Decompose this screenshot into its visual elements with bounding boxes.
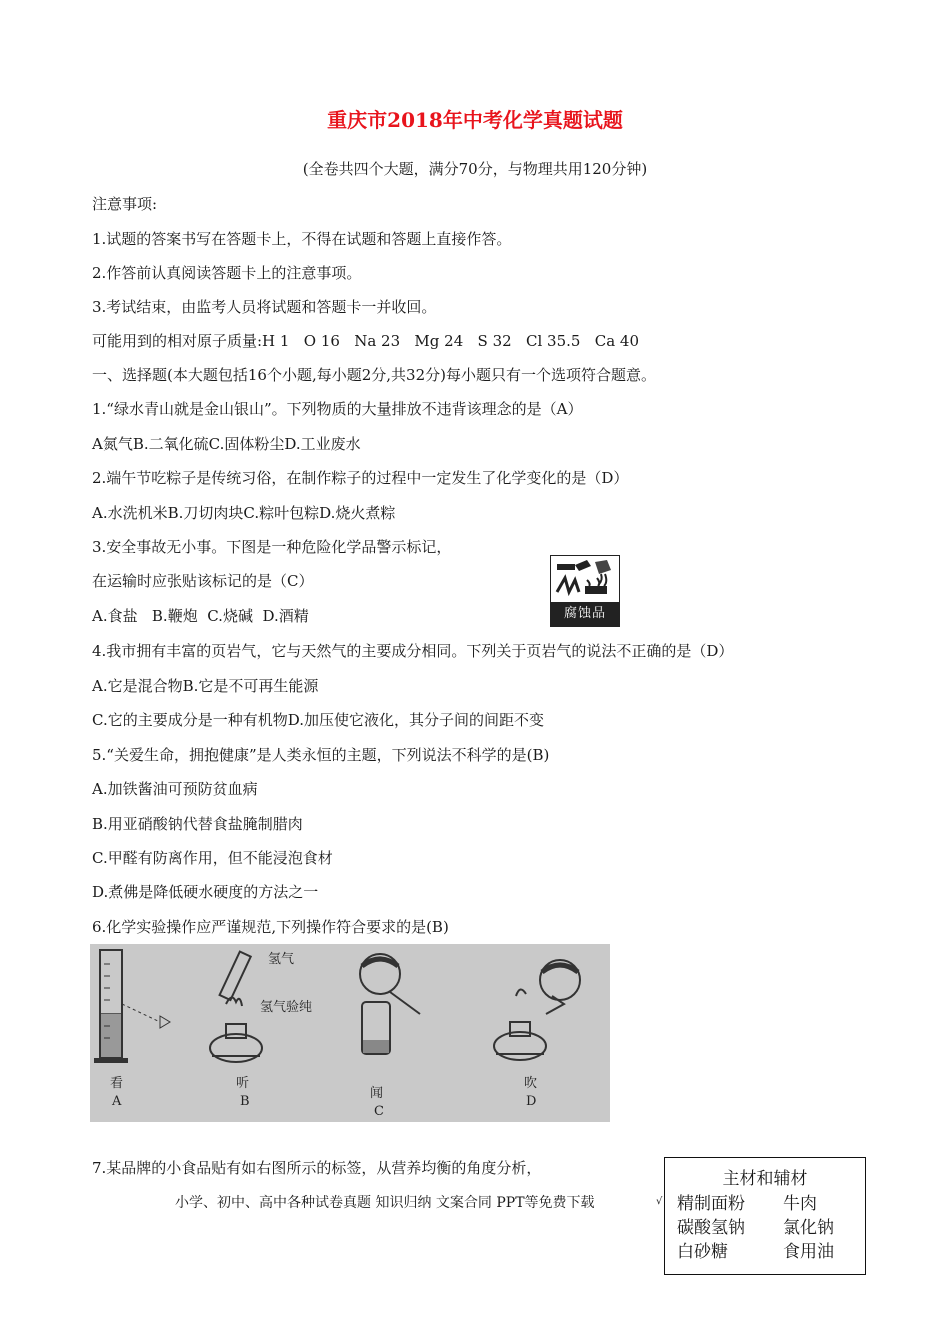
section-heading: 一、选择题(本大题包括16个小题,每小题2分,共32分)每小题只有一个选项符合题意。 (92, 366, 656, 384)
food-label-box (664, 1157, 866, 1275)
question-stem: 6.化学实验操作应严谨规范,下列操作符合要求的是(B) (92, 918, 449, 936)
question-option: B.用亚硝酸钠代替食盐腌制腊肉 (92, 815, 303, 833)
subtitle: (全卷共四个大题，满分70分，与物理共用120分钟) (302, 160, 648, 178)
label-item: 氯化钠 (783, 1218, 834, 1238)
question-options: C.它的主要成分是一种有机物D.加压使它液化，其分子间的间距不变 (92, 711, 544, 729)
question-stem: 5.“关爱生命，拥抱健康”是人类永恒的主题，下列说法不科学的是(B) (92, 746, 550, 764)
question-stem: 在运输时应张贴该标记的是（C） (92, 572, 314, 590)
question-option: D.煮佛是降低硬水硬度的方法之一 (92, 883, 319, 901)
corrosive-warning-sign (550, 555, 620, 627)
question-options: A.它是混合物B.它是不可再生能源 (92, 677, 319, 695)
fig-label-a: A (112, 1094, 122, 1109)
label-item: 碳酸氢钠 (677, 1218, 745, 1238)
sign-caption: 腐蚀品 (551, 602, 619, 626)
question-option: A.加铁酱油可预防贫血病 (92, 780, 258, 798)
note-item: 3.考试结束，由监考人员将试题和答题卡一并收回。 (92, 298, 437, 316)
label-item: 白砂糖 (677, 1242, 728, 1262)
question-option: C.甲醛有防离作用，但不能浸泡食材 (92, 849, 333, 867)
question-stem: 1.“绿水青山就是金山银山”。下列物质的大量排放不违背该理念的是（A） (92, 400, 583, 418)
fig-label-smell: 闻 (370, 1086, 384, 1101)
note-item: 1.试题的答案书写在答题卡上，不得在试题和答题上直接作答。 (92, 230, 512, 248)
notes-heading: 注意事项: (92, 195, 158, 213)
fig-label-blow: 吹 (524, 1076, 538, 1091)
page-title: 重庆市2018年中考化学真题试题 (327, 108, 623, 132)
question-options: A氮气B.二氧化硫C.固体粉尘D.工业废水 (92, 435, 361, 453)
question-stem: 3.安全事故无小事。下图是一种危险化学品警示标记， (92, 538, 452, 556)
label-item: 食用油 (783, 1242, 834, 1262)
question-options: A.食盐 B.鞭炮 C.烧碱 D.酒精 (92, 607, 309, 625)
footer-text: 小学、初中、高中各种试卷真题 知识归纳 文案合同 PPT等免费下载 (175, 1195, 595, 1211)
question-stem: 7.某品牌的小食品贴有如右图所示的标签，从营养均衡的角度分析， (92, 1159, 542, 1177)
label-box-title: 主材和辅材 (722, 1169, 808, 1189)
note-item: 2.作答前认真阅读答题卡上的注意事项。 (92, 264, 362, 282)
fig-label-b: B (240, 1094, 250, 1109)
label-item: 牛肉 (783, 1194, 817, 1214)
experiment-figure (90, 944, 610, 1122)
corrosive-icon (551, 556, 619, 604)
footer-mark: √ (656, 1196, 663, 1207)
fig-label-purity: 氢气验纯 (260, 1000, 313, 1015)
fig-label-d: D (526, 1094, 537, 1109)
atomic-masses: 可能用到的相对原子质量:H 1 O 16 Na 23 Mg 24 S 32 Cl 35.5 Ca 40 (92, 332, 640, 350)
fig-label-look: 看 (110, 1076, 124, 1091)
fig-label-hydrogen: 氢气 (268, 952, 295, 967)
question-stem: 4.我市拥有丰富的页岩气，它与天然气的主要成分相同。下列关于页岩气的说法不正确的是（D） (92, 642, 734, 660)
question-stem: 2.端午节吃粽子是传统习俗，在制作粽子的过程中一定发生了化学变化的是（D） (92, 469, 629, 487)
question-options: A.水洗机米B.刀切肉块C.粽叶包粽D.烧火煮粽 (92, 504, 396, 522)
fig-label-c: C (374, 1104, 384, 1119)
label-item: 精制面粉 (677, 1194, 745, 1214)
fig-label-listen: 听 (236, 1076, 250, 1091)
